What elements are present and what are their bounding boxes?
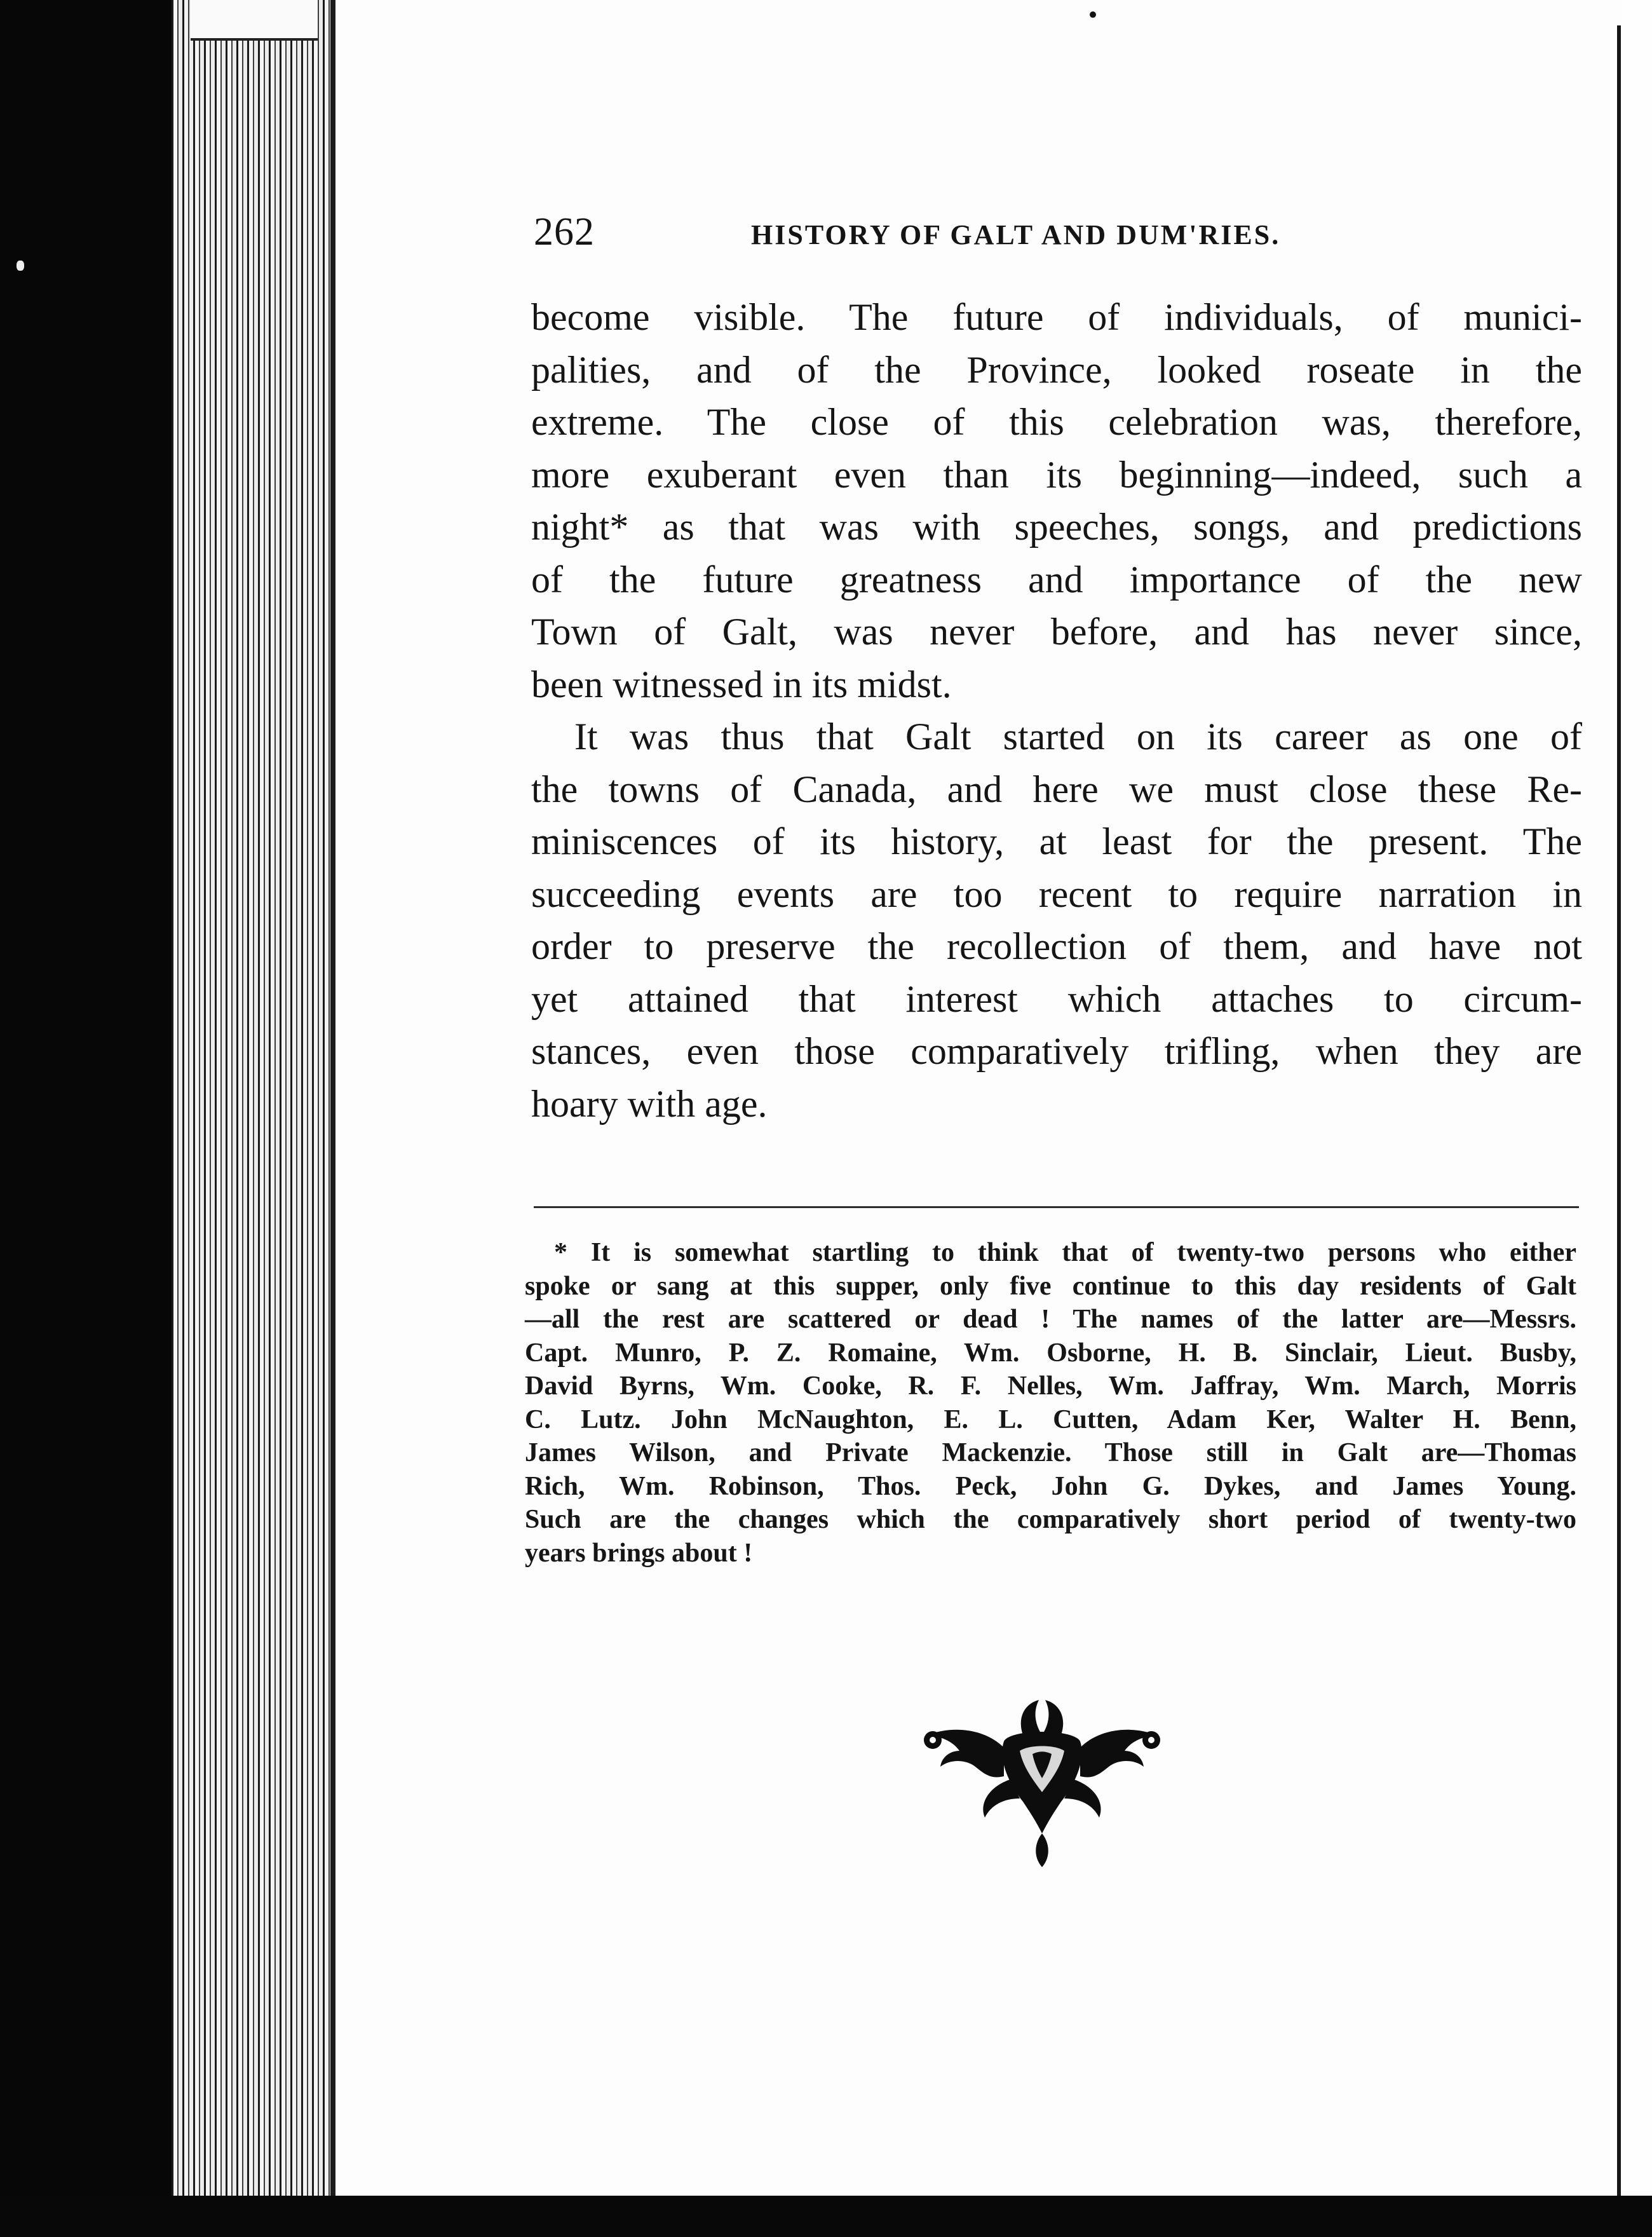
- body-line: succeeding events are too recent to require narration in: [531, 873, 1582, 915]
- body-line: the towns of Canada, and here we must close these Re-: [531, 768, 1582, 810]
- body-text: [531, 291, 1582, 1130]
- footnote-line: Capt. Munro, P. Z. Romaine, Wm. Osborne, H. B. Sinclair, Lieut. Busby,: [525, 1338, 1576, 1368]
- running-header: [534, 210, 1385, 261]
- body-line: yet attained that interest which attaches to circum-: [531, 977, 1582, 1020]
- running-title: HISTORY OF GALT AND DUM'RIES.: [751, 219, 1281, 250]
- body-line: Town of Galt, was never before, and has never since,: [531, 611, 1582, 653]
- page-number: 262: [534, 210, 595, 254]
- footnote-line: C. Lutz. John McNaughton, E. L. Cutten, Adam Ker, Walter H. Benn,: [525, 1404, 1576, 1434]
- floral-tailpiece-icon: [915, 1690, 1169, 1881]
- footnote-line: Rich, Wm. Robinson, Thos. Peck, John G. Dykes, and James Young.: [525, 1471, 1576, 1501]
- scan-border-bottom: [0, 2196, 1652, 2237]
- body-line: become visible. The future of individuals, of munici-: [531, 296, 1582, 338]
- footnote-line: years brings about !: [525, 1538, 753, 1568]
- body-line: of the future greatness and importance of the new: [531, 558, 1582, 601]
- page-edges-top: [191, 0, 318, 41]
- body-line: order to preserve the recollection of them, and have not: [531, 925, 1582, 967]
- footnote-line: James Wilson, and Private Mackenzie. Those still in Galt are—Thomas: [525, 1438, 1576, 1467]
- body-line: miniscences of its history, at least for the present. The: [531, 820, 1582, 862]
- body-line: palities, and of the Province, looked roseate in the: [531, 348, 1582, 391]
- footnote-line: * It is somewhat startling to think that of twenty-two persons who either: [554, 1238, 1576, 1267]
- footnote-line: —all the rest are scattered or dead ! The names of the latter are—Messrs.: [525, 1305, 1576, 1334]
- body-line: stances, even those comparatively trifling, when they are: [531, 1030, 1582, 1072]
- body-line: more exuberant even than its beginning—indeed, such a: [531, 453, 1582, 496]
- body-line: been witnessed in its midst.: [531, 663, 952, 705]
- body-line: hoary with age.: [531, 1082, 768, 1125]
- body-line: night* as that was with speeches, songs, and predictions: [531, 506, 1582, 548]
- body-line: extreme. The close of this celebration was, therefore,: [531, 401, 1582, 443]
- page-edges: [172, 0, 334, 2237]
- footnote-line: spoke or sang at this supper, only five continue to this day residents of Galt: [525, 1271, 1576, 1301]
- footnote-line: David Byrns, Wm. Cooke, R. F. Nelles, Wm. Jaffray, Wm. March, Morris: [525, 1371, 1576, 1401]
- scan-border-left: [0, 0, 172, 2237]
- footnote-rule: [534, 1206, 1579, 1208]
- speck-mark: [17, 261, 24, 271]
- scan-border-right: [1621, 0, 1652, 2237]
- footnote: [525, 1236, 1576, 1570]
- body-line: It was thus that Galt started on its career as one of: [574, 716, 1582, 758]
- footnote-line: Such are the changes which the comparatively short period of twenty-two: [525, 1505, 1576, 1534]
- gutter-shadow: [330, 0, 335, 2237]
- speck-mark: [1090, 11, 1096, 18]
